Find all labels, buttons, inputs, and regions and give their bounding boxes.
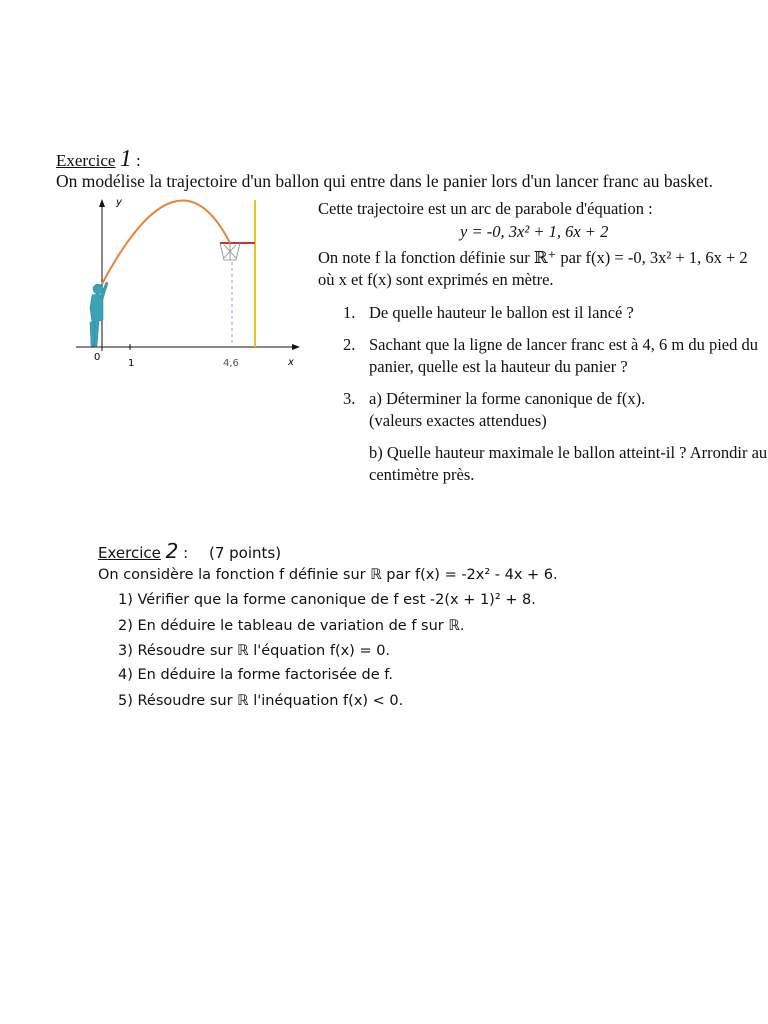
question-2	[343, 335, 758, 355]
exercise2-question-4: 4) En déduire la forme factorisée de f.	[118, 667, 393, 683]
question-1	[343, 303, 634, 323]
tick-46-label: 4,6	[223, 358, 239, 369]
definition-line-1: On note f la fonction définie sur ℝ⁺ par f(x) = -0, 3x² + 1, 6x + 2	[318, 248, 748, 267]
definition-line-2: où x et f(x) sont exprimés en mètre.	[318, 270, 554, 289]
x-axis-label: x	[288, 357, 294, 368]
trajectory-text: Cette trajectoire est un arc de parabole d'équation :	[318, 199, 653, 218]
question-3-number: 3.	[343, 389, 356, 408]
trajectory-curve	[102, 201, 230, 284]
exercise2-title	[98, 539, 281, 563]
exercise2-question-2: 2) En déduire le tableau de variation de f sur ℝ.	[118, 618, 465, 634]
question-2-number: 2.	[343, 335, 356, 354]
exercise2-points: (7 points)	[208, 544, 282, 562]
y-axis-arrow	[99, 199, 105, 207]
player-icon	[90, 282, 108, 346]
exercise2-question-5: 5) Résoudre sur ℝ l'inéquation f(x) < 0.	[118, 693, 404, 709]
exercise2-title-number: 2	[165, 539, 179, 563]
exercise2-title-suffix: :	[178, 544, 189, 562]
question-3b-line2: centimètre près.	[369, 465, 475, 484]
question-3a-note: (valeurs exactes attendues)	[369, 411, 547, 430]
exercise2-title-label: Exercice	[98, 544, 161, 562]
origin-label: 0	[94, 352, 101, 363]
y-axis-label: y	[116, 197, 122, 208]
question-3b-line1: b) Quelle hauteur maximale le ballon atteint-il ? Arrondir au	[369, 443, 768, 462]
question-3	[343, 389, 645, 409]
question-3a-text: a) Déterminer la forme canonique de f(x).	[369, 389, 646, 408]
exercise1-title-suffix: :	[131, 151, 141, 170]
question-2-text-line1: Sachant que la ligne de lancer franc est à 4, 6 m du pied du	[369, 335, 758, 354]
question-1-number: 1.	[343, 303, 356, 322]
basket-net	[220, 243, 240, 260]
exercise1-intro: On modélise la trajectoire d'un ballon qui entre dans le panier lors d'un lancer franc au basket.	[56, 171, 713, 191]
exercise2-question-1: 1) Vérifier que la forme canonique de f est -2(x + 1)² + 8.	[118, 592, 536, 608]
exercise2-intro: On considère la fonction f définie sur ℝ par f(x) = -2x² - 4x + 6.	[98, 567, 558, 583]
exercise1-title-number: 1	[119, 146, 132, 172]
basketball-figure	[70, 196, 310, 376]
exercise1-title-label: Exercice	[56, 151, 116, 170]
parabola-equation: y = -0, 3x² + 1, 6x + 2	[460, 222, 609, 241]
exercise2-question-3: 3) Résoudre sur ℝ l'équation f(x) = 0.	[118, 643, 391, 659]
tick-1-label: 1	[128, 358, 135, 369]
question-1-text: De quelle hauteur le ballon est il lancé ?	[369, 303, 634, 322]
x-axis-arrow	[292, 344, 300, 350]
question-2-text-line2: panier, quelle est la hauteur du panier ?	[369, 357, 628, 376]
exercise1-title	[56, 146, 141, 173]
